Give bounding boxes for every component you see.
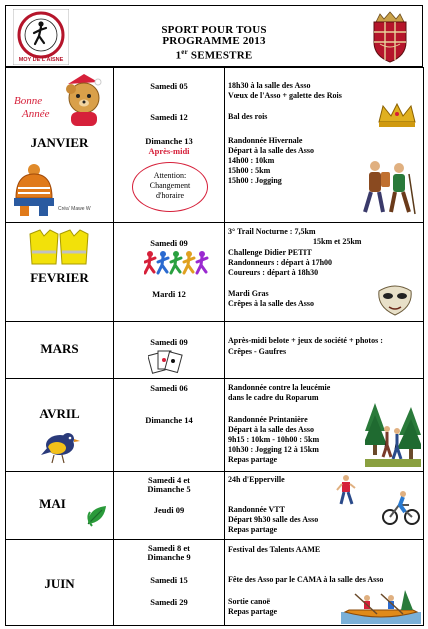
date-label: Samedi 8 et (147, 543, 191, 553)
event-cell (225, 322, 424, 379)
event-line: Fête des Asso par le CAMA à la salle des Asso (228, 575, 384, 584)
month-name: JANVIER (30, 135, 89, 150)
leaf-icon (84, 502, 110, 528)
month-row-january (6, 68, 424, 223)
month-cell (6, 472, 114, 540)
date-label: Dimanche 13 (145, 136, 193, 146)
date-label: Samedi 15 (150, 575, 188, 585)
date-cell (114, 322, 225, 379)
month-name: FEVRIER (30, 270, 89, 285)
event-line: Coureurs : départ à 18h30 (228, 268, 319, 277)
teddy-bear-icon (58, 72, 110, 128)
carnival-mask-icon (375, 281, 415, 317)
date-cell (114, 472, 225, 540)
month-name: JUIN (44, 576, 75, 591)
event-line: Repas partage (228, 455, 278, 464)
event-line: Randonnée contre la leucémie (228, 383, 331, 392)
month-name: AVRIL (39, 406, 80, 421)
event-line: Mardi Gras (228, 289, 269, 298)
program-title (86, 25, 342, 62)
title-line-3: 1er SEMESTRE (175, 48, 253, 62)
month-cell (6, 540, 114, 626)
event-cell (225, 68, 424, 223)
event-line: 14h00 : 10km (228, 156, 275, 165)
coat-of-arms-icon (368, 10, 412, 64)
event-line: 9h15 : 10km - 10h00 : 5km (228, 435, 320, 444)
event-line: Après-midi belote + jeux de société + photos : (228, 336, 383, 345)
winter-hat-icon (10, 162, 58, 218)
event-cell (225, 223, 424, 322)
date-label: Samedi 09 (150, 238, 188, 248)
title-line-2: PROGRAMME 2013 (162, 35, 266, 47)
month-row-june (6, 540, 424, 626)
date-extra: Après-midi (148, 146, 190, 156)
event-line: Départ 9h30 salle des Asso (228, 515, 319, 524)
cyclist-icon (381, 490, 421, 526)
hikers-icon (353, 154, 419, 220)
event-line: Départ à la salle des Asso (228, 425, 314, 434)
event-line: 15km et 25km (313, 237, 362, 246)
canoe-icon (341, 584, 421, 624)
event-line: Festival des Talents AAME (228, 545, 321, 554)
event-line: Crêpes - Gaufres (228, 347, 287, 356)
month-row-april (6, 379, 424, 472)
event-line: Repas partage (228, 525, 278, 534)
header (5, 5, 423, 67)
event-line: Randonneurs : départ à 17h00 (228, 258, 333, 267)
event-line: Bal des rois (228, 112, 268, 121)
svg-text:MOY DE L'AISNE: MOY DE L'AISNE (18, 57, 64, 63)
greeting-text: Bonne Année (14, 95, 50, 120)
forest-hikers-icon (365, 401, 421, 467)
event-line: dans le cadre du Roparum (228, 393, 319, 402)
month-cell (6, 223, 114, 322)
date-label: Dimanche 14 (145, 415, 193, 425)
program-table (5, 67, 424, 626)
date-label: Samedi 12 (150, 112, 188, 122)
event-line: 15h00 : 5km (228, 166, 271, 175)
month-cell (6, 68, 114, 223)
date-label: Samedi 4 et (147, 475, 191, 485)
runner-icon (335, 474, 357, 506)
month-name: MAI (39, 496, 66, 511)
event-line: Challenge Didier PETIT (228, 248, 312, 257)
date-label: Dimanche 5 (147, 484, 191, 494)
schedule-change-note: Attention: Changement d'horaire (132, 162, 208, 212)
date-label: Mardi 12 (152, 289, 186, 299)
event-line: Départ à la salle des Asso (228, 146, 314, 155)
date-cell (114, 379, 225, 472)
title-line-1: SPORT POUR TOUS (161, 24, 267, 36)
month-row-may (6, 472, 424, 540)
date-label: Jeudi 09 (153, 505, 185, 515)
runners-icon (144, 249, 214, 275)
event-line: Vœux de l'Asso + galette des Rois (228, 91, 342, 100)
month-cell (6, 322, 114, 379)
playing-cards-icon (148, 348, 184, 374)
safety-vests-icon (26, 226, 90, 268)
event-line: Randonnée Hivernale (228, 136, 303, 145)
event-line: 10h30 : Jogging 12 à 15km (228, 445, 319, 454)
event-line: 15h00 : Jogging (228, 176, 282, 185)
date-label: Samedi 09 (150, 337, 188, 347)
event-line: Sortie canoë (228, 597, 270, 606)
event-line: 24h d'Epperville (228, 475, 285, 484)
month-row-february (6, 223, 424, 322)
bird-icon (40, 425, 80, 465)
event-cell (225, 379, 424, 472)
month-name: MARS (40, 341, 79, 356)
date-cell (114, 223, 225, 322)
month-row-march (6, 322, 424, 379)
event-line: Crêpes à la salle des Asso (228, 299, 314, 308)
event-line: 18h30 à la salle des Asso (228, 81, 311, 90)
date-cell (114, 68, 225, 223)
date-label: Samedi 29 (150, 597, 188, 607)
date-label: Samedi 06 (150, 383, 188, 393)
event-line: Repas partage (228, 607, 278, 616)
event-line: Randonnée VTT (228, 505, 285, 514)
date-label: Samedi 05 (150, 81, 188, 91)
event-cell (225, 472, 424, 540)
month-cell (6, 379, 114, 472)
image-caption: Créa' Mawe W (58, 206, 91, 212)
event-line: Randonnée Printanière (228, 415, 308, 424)
date-cell (114, 540, 225, 626)
event-line: 3° Trail Nocturne : 7,5km (228, 227, 316, 236)
date-label: Dimanche 9 (147, 552, 191, 562)
event-cell (225, 540, 424, 626)
club-logo (13, 9, 69, 65)
